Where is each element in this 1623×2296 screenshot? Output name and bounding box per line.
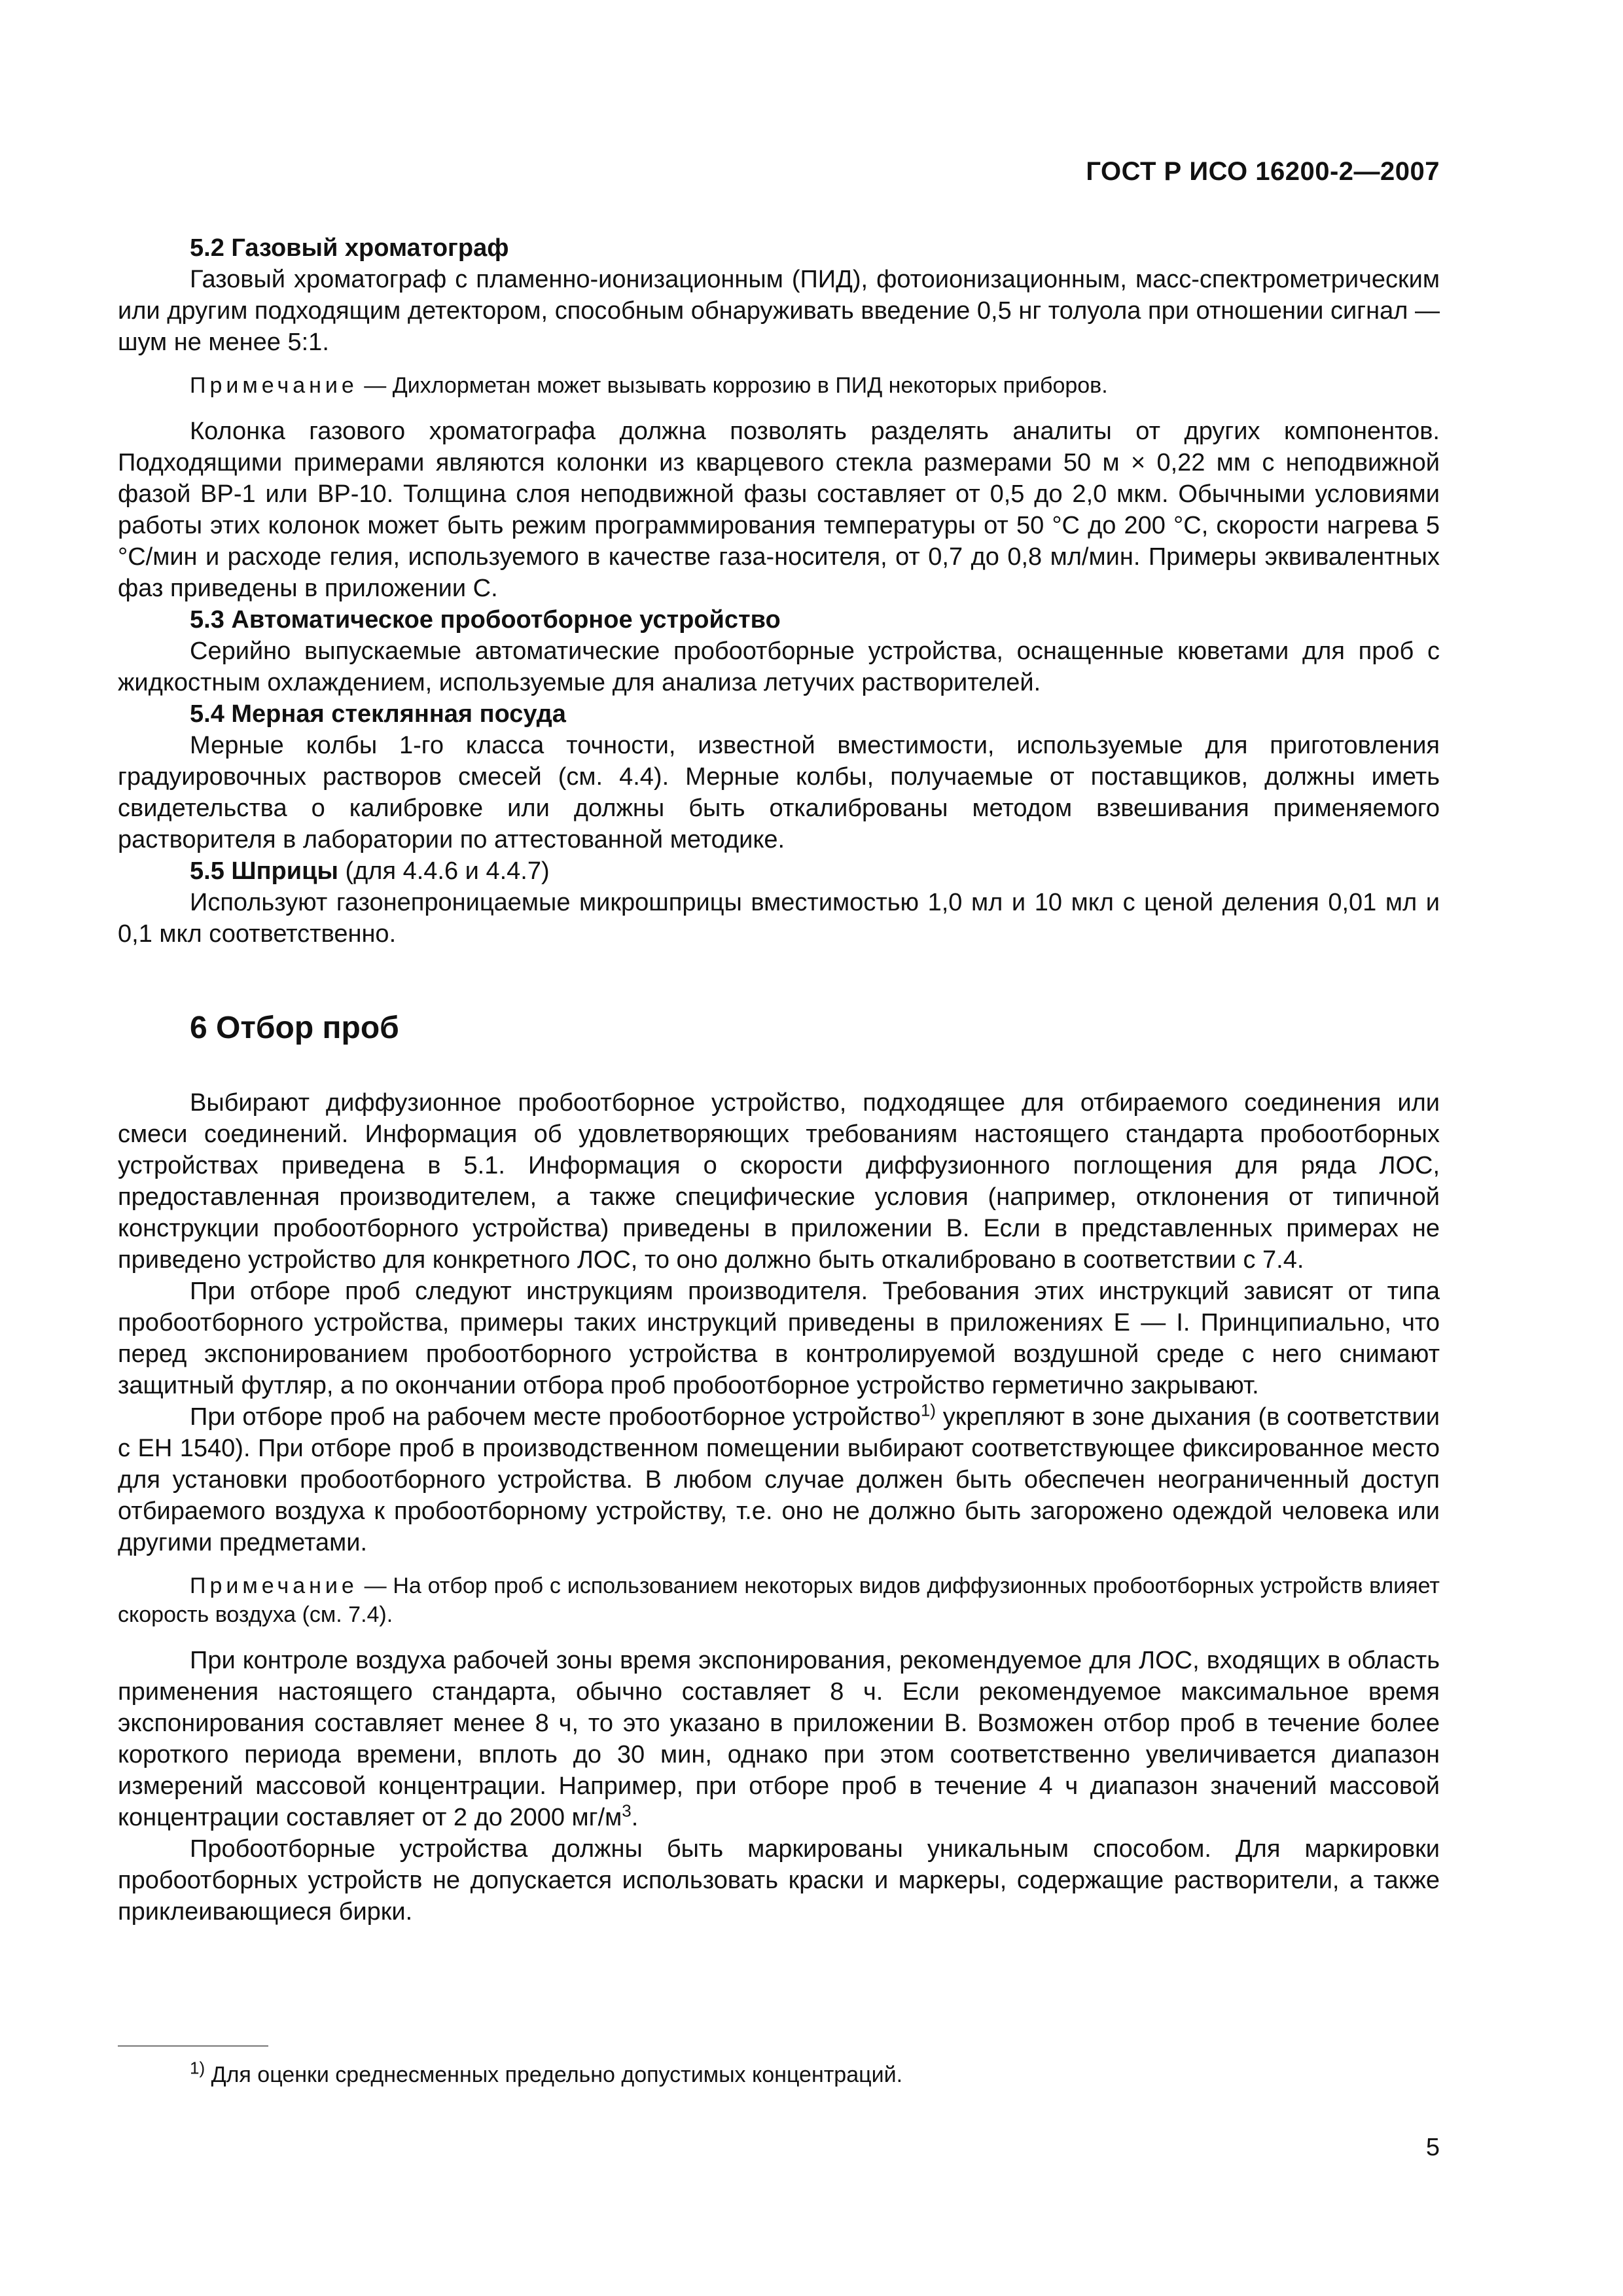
section-6-title: 6 Отбор проб	[190, 1011, 399, 1045]
page-number: 5	[1425, 2134, 1440, 2161]
section-5-2-paragraph-1: Газовый хроматограф с пламенно-ионизационным (ПИД), фотоионизационным, масс-спектрометрическим или другим подходящим детектором, способным обнаруживать введение 0,5 нг толуола при отношении сигнал — шум не менее 5:1.	[118, 266, 1440, 356]
section-6-paragraph-3	[118, 1401, 1440, 1558]
section-6-paragraph-4	[118, 1645, 1440, 1833]
footnote-marker: 1)	[190, 2058, 205, 2078]
footnote	[190, 2060, 902, 2089]
section-5-5-paragraph-1: Используют газонепроницаемые микрошприцы вместимостью 1,0 мл и 10 мкл с ценой деления 0,01 мл и 0,1 мкл соответственно.	[118, 889, 1440, 948]
paragraph-3-part-1: При отборе проб на рабочем месте пробоотборное устройство	[190, 1403, 921, 1431]
section-6-paragraph-2: При отборе проб следуют инструкциям производителя. Требования этих инструкций зависят от типа пробоотборного устройства, примеры таких инструкций приведены в приложениях Е — I. Принципиально, что перед экспонированием пробоотборного устройства в контролируемой воздушной среде с него снимают защитный футляр, а по окончании отбора проб пробоотборное устройство герметично закрывают.	[118, 1278, 1440, 1399]
section-5-5-title-bold: 5.5 Шприцы	[190, 857, 338, 885]
section-6-paragraph-5: Пробоотборные устройства должны быть маркированы уникальным способом. Для маркировки пробоотборных устройств не допускается использовать краски и маркеры, содержащие растворители, а также приклеивающиеся бирки.	[118, 1835, 1440, 1926]
section-5-2-note	[118, 371, 1440, 400]
paragraph-3-part-2: укрепляют в зоне дыхания (в соответствии с ЕН 1540). При отборе проб в производственном помещении выбирают соответствующее фиксированное место для установки пробоотборного устройства. В любом случае должен быть обеспечен неограниченный доступ отбираемого воздуха к пробоотборному устройству, т.е. оно не должно быть загорожено одеждой человека или другими предметами.	[118, 1403, 1440, 1556]
section-6-note	[118, 1571, 1440, 1629]
section-5-3-paragraph-1: Серийно выпускаемые автоматические пробоотборные устройства, оснащенные кюветами для проб с жидкостным охлаждением, используемые для анализа летучих растворителей.	[118, 637, 1440, 696]
section-5-5-title-suffix: (для 4.4.6 и 4.4.7)	[338, 857, 550, 885]
note-text: — Дихлорметан может вызывать коррозию в ПИД некоторых приборов.	[357, 373, 1108, 398]
note-label: Примечание	[190, 1573, 358, 1598]
section-5-5-title	[118, 855, 1440, 887]
footnote-reference: 1)	[920, 1400, 936, 1420]
section-5-4-title: 5.4 Мерная стеклянная посуда	[190, 700, 566, 728]
note-text: — На отбор проб с использованием некоторых видов диффузионных пробоотборных устройств влияет скорость воздуха (см. 7.4).	[118, 1573, 1440, 1627]
section-5-4-paragraph-1: Мерные колбы 1-го класса точности, известной вместимости, используемые для приготовления градуировочных растворов смесей (см. 4.4). Мерные колбы, получаемые от поставщиков, должны иметь свидетельства о калибровке или должны быть откалиброваны методом взвешивания применяемого растворителя в лаборатории по аттестованной методике.	[118, 732, 1440, 853]
superscript-3: 3	[622, 1801, 632, 1821]
footnote-divider	[118, 2045, 268, 2047]
section-6-paragraph-1: Выбирают диффузионное пробоотборное устройство, подходящее для отбираемого соединения или смеси соединений. Информация об удовлетворяющих требованиям настоящего стандарта пробоотборных устройствах приведена в 5.1. Информация о скорости диффузионного поглощения для ряда ЛОС, предоставленная производителем, а также специфические условия (например, отклонения от типичной конструкции пробоотборного устройства) приведены в приложении В. Если в представленных примерах не приведено устройство для конкретного ЛОС, то оно должно быть откалибровано в соответствии с 7.4.	[118, 1089, 1440, 1274]
footnote-text: Для оценки среднесменных предельно допустимых концентраций.	[205, 2062, 903, 2087]
paragraph-4-part-1: При контроле воздуха рабочей зоны время экспонирования, рекомендуемое для ЛОС, входящих в область применения настоящего стандарта, обычно составляет 8 ч. Если рекомендуемое максимальное время экспонирования составляет менее 8 ч, то это указано в приложении В. Возможен отбор проб в течение более короткого периода времени, вплоть до 30 мин, однако при этом соответственно увеличивается диапазон измерений массовой концентрации. Например, при отборе проб в течение 4 ч диапазон значений массовой концентрации составляет от 2 до 2000 мг/м	[118, 1647, 1440, 1831]
page-body	[118, 232, 1440, 1928]
document-code-header: ГОСТ Р ИСО 16200-2—2007	[1086, 157, 1440, 186]
section-5-2-paragraph-2: Колонка газового хроматографа должна позволять разделять аналиты от других компонентов. Подходящими примерами являются колонки из кварцевого стекла размерами 50 м × 0,22 мм с неподвижной фазой BP-1 или BP-10. Толщина слоя неподвижной фазы составляет от 0,5 до 2,0 мкм. Обычными условиями работы этих колонок может быть режим программирования температуры от 50 °С до 200 °С, скорости нагрева 5 °С/мин и расходе гелия, используемого в качестве газа-носителя, от 0,7 до 0,8 мл/мин. Примеры эквивалентных фаз приведены в приложении С.	[118, 418, 1440, 602]
paragraph-4-part-2: .	[631, 1804, 639, 1831]
note-label: Примечание	[190, 373, 358, 398]
section-5-2-title: 5.2 Газовый хроматограф	[190, 234, 509, 262]
section-5-3-title: 5.3 Автоматическое пробоотборное устройство	[190, 606, 781, 634]
